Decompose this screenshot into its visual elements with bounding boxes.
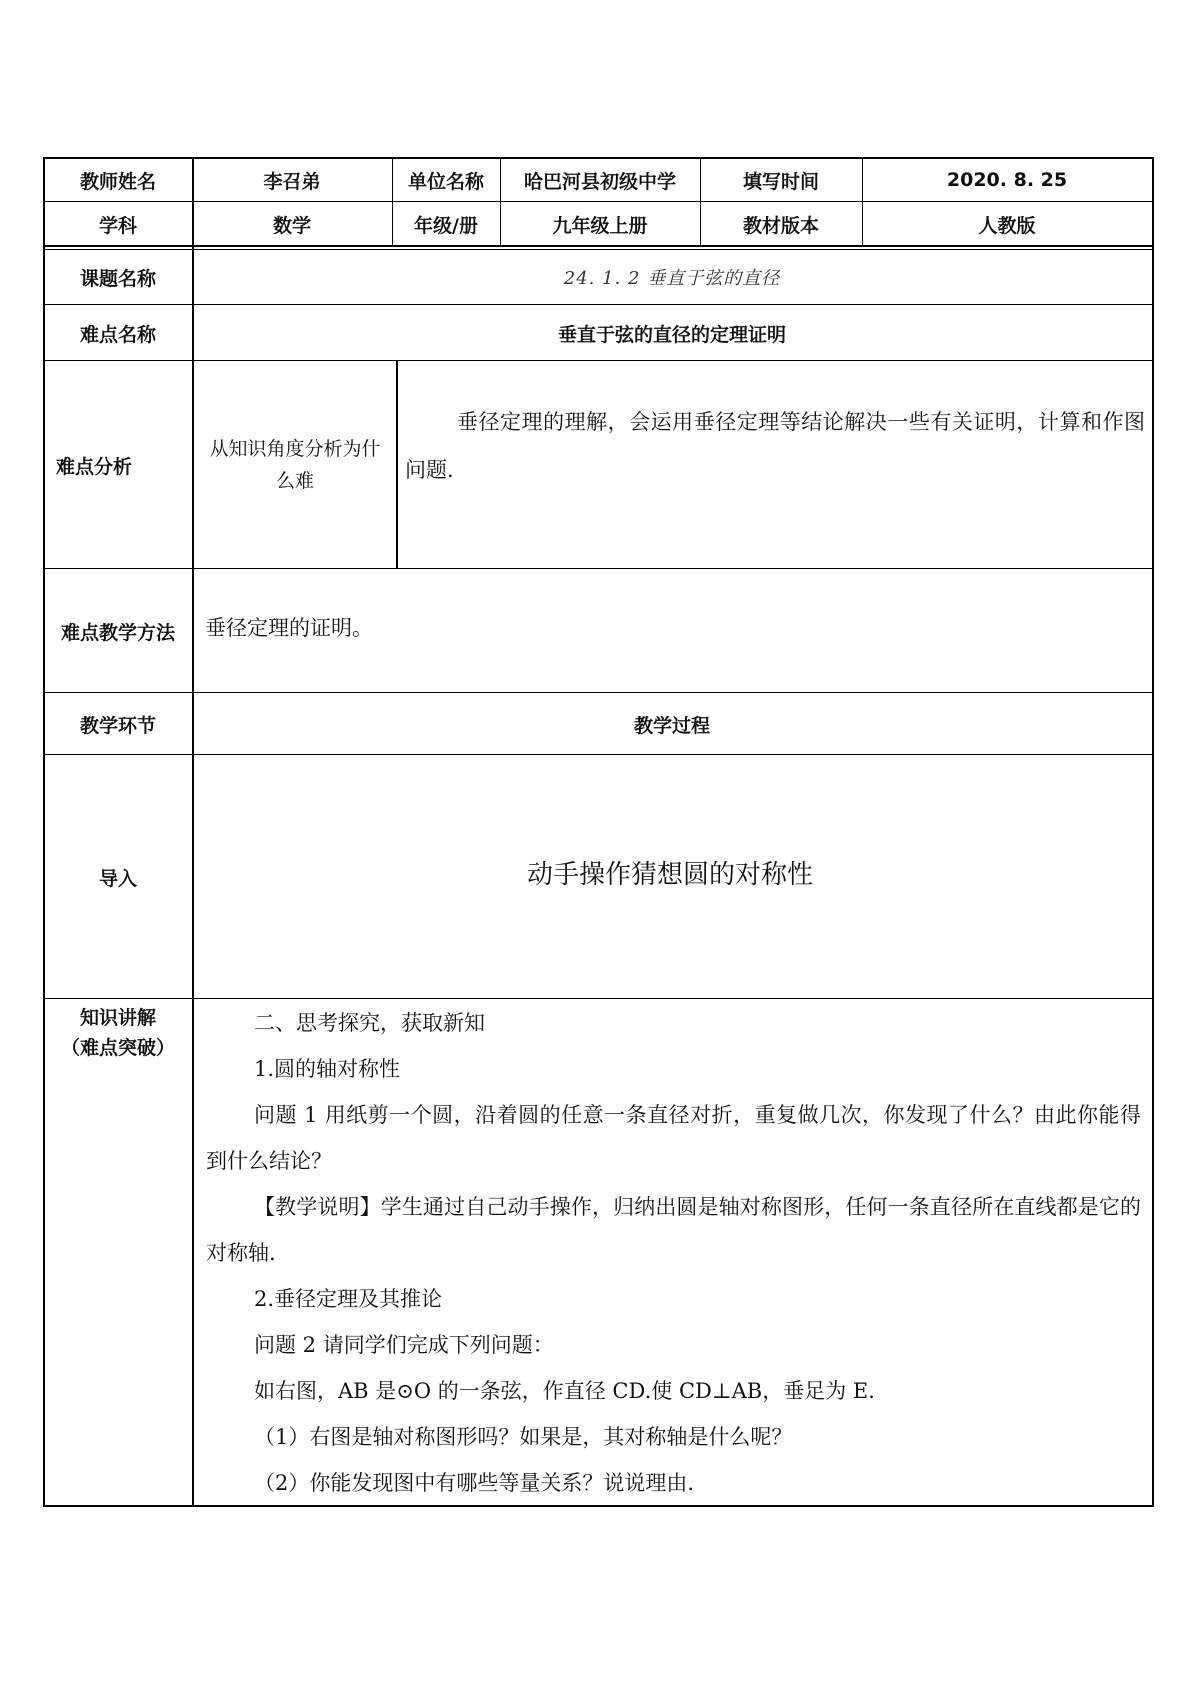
fill-time-value: 2020. 8. 25 <box>946 169 1068 191</box>
knowledge-line: 2.垂径定理及其推论 <box>254 1287 443 1311</box>
knowledge-line: （2）你能发现图中有哪些等量关系？说说理由. <box>254 1471 695 1495</box>
knowledge-line: 如右图，AB 是⊙O 的一条弦，作直径 CD.使 CD⊥AB，垂足为 E. <box>254 1379 875 1403</box>
knowledge-line: 问题 1 用纸剪一个圆，沿着圆的任意一条直径对折，重复做几次，你发现了什么？由此你能得到什么结论？ <box>206 1103 1141 1173</box>
subject-value: 数学 <box>272 214 311 237</box>
table-border <box>392 157 393 247</box>
analysis-label: 难点分析 <box>56 455 133 478</box>
knowledge-label-line2: （难点突破） <box>60 1037 175 1059</box>
knowledge-line: （1）右图是轴对称图形吗？如果是，其对称轴是什么呢？ <box>254 1425 793 1449</box>
table-border <box>192 157 194 1507</box>
table-border <box>700 157 701 247</box>
difficulty-label: 难点名称 <box>79 323 156 346</box>
topic-label: 课题名称 <box>79 267 156 290</box>
fill-time-label: 填写时间 <box>742 170 819 193</box>
grade-value: 九年级上册 <box>552 214 648 237</box>
table-border <box>396 360 398 568</box>
table-border <box>43 568 1153 569</box>
teacher-name-label: 教师姓名 <box>79 170 156 193</box>
knowledge-line: 【教学说明】学生通过自己动手操作，归纳出圆是轴对称图形，任何一条直径所在直线都是它的对称轴. <box>206 1195 1141 1265</box>
method-text: 垂径定理的证明。 <box>205 616 373 640</box>
teacher-name-value: 李召弟 <box>263 170 321 193</box>
table-border <box>43 304 1153 305</box>
table-border <box>43 692 1153 693</box>
table-border <box>43 1505 1153 1507</box>
table-border <box>43 157 1153 159</box>
table-border <box>43 998 1153 999</box>
table-border <box>43 360 1153 361</box>
intro-label: 导入 <box>98 867 137 890</box>
table-border <box>43 157 45 1507</box>
table-border <box>43 754 1153 755</box>
method-label: 难点教学方法 <box>60 621 175 644</box>
intro-text: 动手操作猜想圆的对称性 <box>526 860 813 890</box>
edition-label: 教材版本 <box>742 214 819 237</box>
difficulty-value: 垂直于弦的直径的定理证明 <box>557 323 786 346</box>
table-border <box>43 201 1153 202</box>
knowledge-label-line1: 知识讲解 <box>79 1007 156 1029</box>
table-border <box>1152 157 1154 1507</box>
process-header: 教学过程 <box>633 714 710 737</box>
knowledge-body <box>206 1000 1141 1506</box>
topic-value: 24. 1. 2 垂直于弦的直径 <box>563 268 781 289</box>
table-border <box>500 157 501 247</box>
analysis-text: 垂径定理的理解，会运用垂径定理等结论解决一些有关证明，计算和作图问题. <box>405 410 1145 482</box>
knowledge-line: 1.圆的轴对称性 <box>254 1057 401 1081</box>
unit-name-value: 哈巴河县初级中学 <box>523 170 676 193</box>
table-border <box>43 245 1153 247</box>
edition-value: 人教版 <box>978 214 1036 237</box>
grade-label: 年级/册 <box>414 214 478 237</box>
unit-name-label: 单位名称 <box>407 170 484 193</box>
stage-header: 教学环节 <box>79 714 156 737</box>
knowledge-label <box>44 1003 192 1063</box>
table-border <box>862 157 863 247</box>
knowledge-line: 二、思考探究，获取新知 <box>254 1011 485 1035</box>
table-border <box>43 249 1153 250</box>
subject-label: 学科 <box>98 214 137 237</box>
knowledge-line: 问题 2 请同学们完成下列问题： <box>254 1333 554 1357</box>
analysis-sub-label: 从知识角度分析为什么难 <box>209 438 381 492</box>
